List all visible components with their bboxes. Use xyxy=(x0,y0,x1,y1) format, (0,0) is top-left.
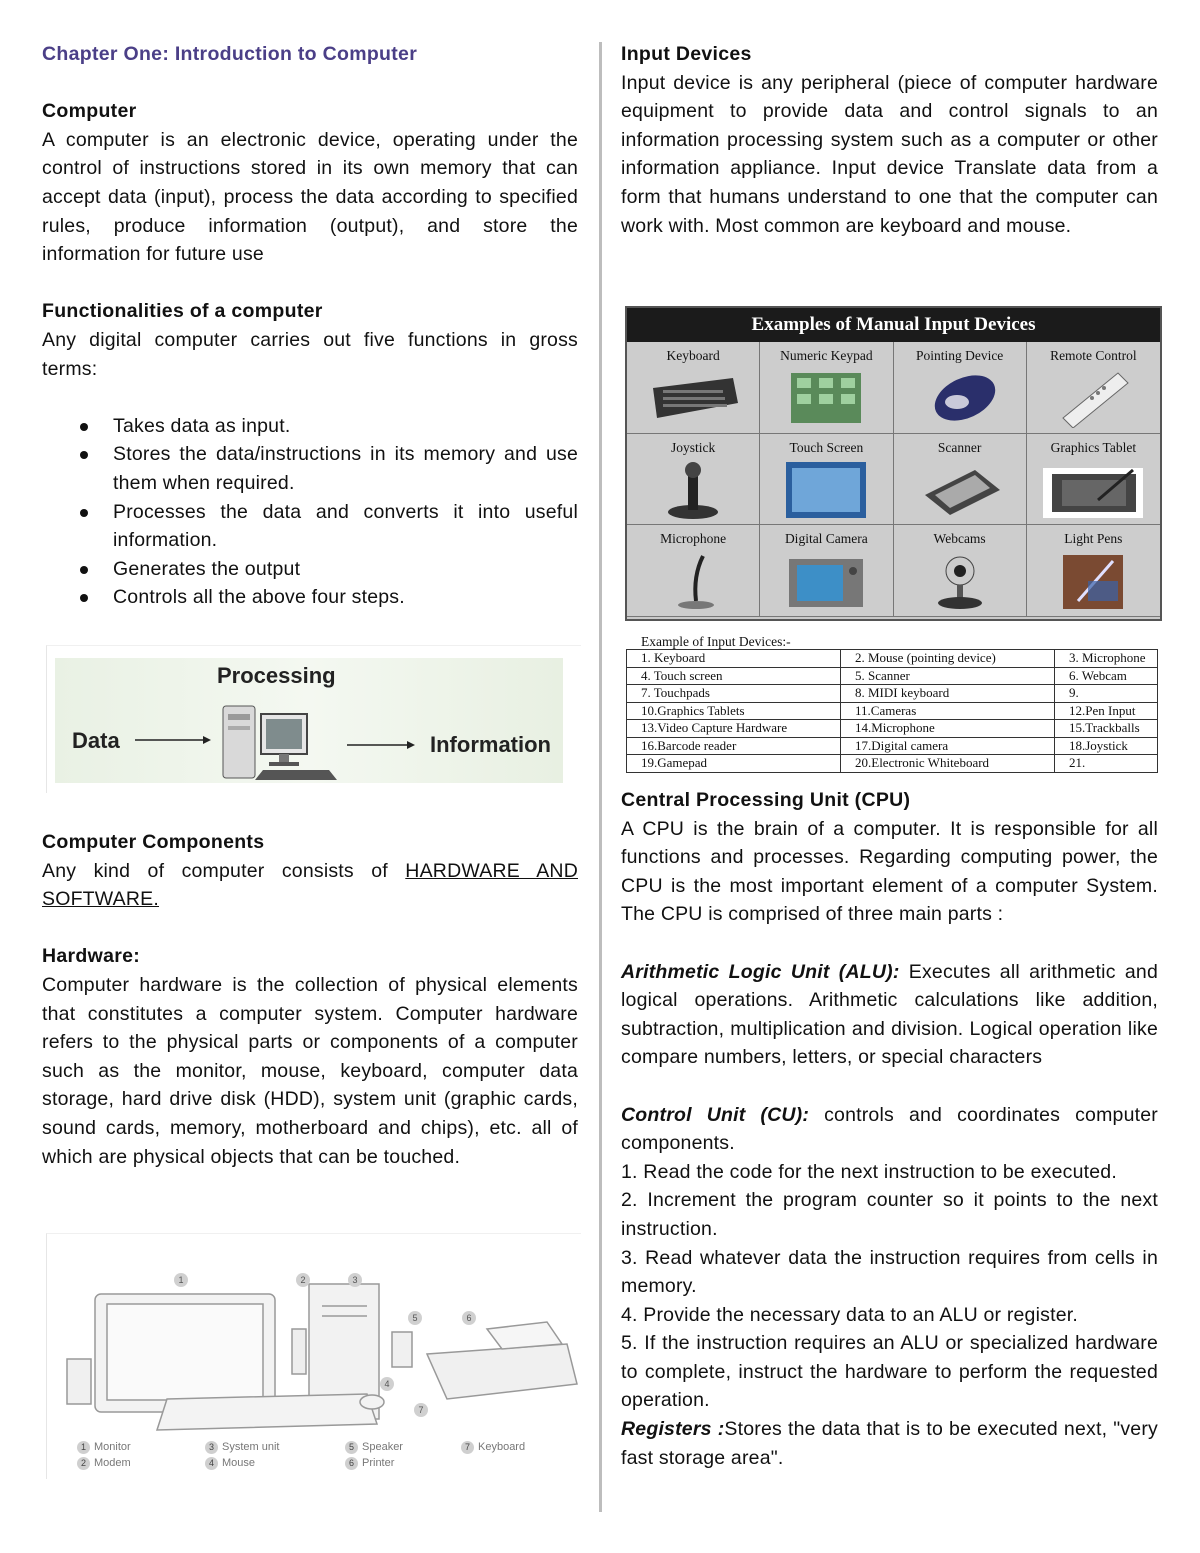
table-cell: 13.Video Capture Hardware xyxy=(627,720,841,738)
functionalities-intro: Any digital computer carries out five functions in gross terms: xyxy=(42,328,578,380)
cu-step: 4. Provide the necessary data to an ALU or register. xyxy=(621,1303,1078,1326)
input-devices-heading: Input Devices xyxy=(621,43,752,65)
legend-item: 4 Mouse xyxy=(205,1457,255,1470)
manual-input-devices-figure xyxy=(625,306,1162,621)
right-column xyxy=(621,40,1158,240)
mouse-icon xyxy=(915,368,1005,428)
right-column-lower xyxy=(621,786,1158,1472)
cpu-heading: Central Processing Unit (CPU) xyxy=(621,789,911,811)
cu-step: 1. Read the code for the next instruction to be executed. xyxy=(621,1160,1117,1183)
microphone-icon xyxy=(648,551,738,611)
table-row xyxy=(627,737,1158,755)
legend-item: 5 Speaker xyxy=(345,1441,403,1454)
diagram-processing-label: Processing xyxy=(217,663,336,688)
table-row xyxy=(627,685,1158,703)
device-cell-numeric-keypad: Numeric Keypad xyxy=(760,342,893,434)
functionalities-heading: Functionalities of a computer xyxy=(42,300,323,323)
device-cell-webcams: Webcams xyxy=(894,525,1027,617)
device-cell-microphone: Microphone xyxy=(627,525,760,617)
components-heading: Computer Components xyxy=(42,831,265,853)
chapter-title: Chapter One: Introduction to Computer xyxy=(42,43,418,65)
legend-item: 2 Modem xyxy=(77,1457,131,1470)
svg-text:6: 6 xyxy=(466,1313,472,1323)
list-item: Takes data as input. xyxy=(113,412,578,441)
numeric-keypad-icon xyxy=(781,368,871,428)
registers-paragraph: Registers :Stores the data that is to be executed next, "very fast storage area". xyxy=(621,1418,1158,1469)
hardware-components-figure xyxy=(46,1233,581,1479)
device-cell-graphics-tablet: Graphics Tablet xyxy=(1027,434,1160,526)
legend-item: 7 Keyboard xyxy=(461,1441,525,1454)
table-cell: 17.Digital camera xyxy=(841,737,1055,755)
svg-text:3: 3 xyxy=(352,1275,358,1285)
legend-item: 6 Printer xyxy=(345,1457,394,1470)
webcam-icon xyxy=(915,551,1005,611)
table-row xyxy=(627,720,1158,738)
table-cell: 20.Electronic Whiteboard xyxy=(841,755,1055,773)
table-cell: 19.Gamepad xyxy=(627,755,841,773)
svg-text:2: 2 xyxy=(300,1275,306,1285)
table-cell: 1. Keyboard xyxy=(627,650,841,668)
components-body: Any kind of computer consists of HARDWARE AND SOFTWARE. xyxy=(42,859,578,911)
table-cell: 6. Webcam xyxy=(1055,667,1158,685)
device-cell-scanner: Scanner xyxy=(894,434,1027,526)
cu-term: Control Unit (CU): xyxy=(621,1103,810,1126)
remote-control-icon xyxy=(1048,368,1138,428)
cu-step: 3. Read whatever data the instruction requires from cells in memory. xyxy=(621,1246,1158,1298)
svg-text:7: 7 xyxy=(418,1405,424,1415)
cpu-body: A CPU is the brain of a computer. It is responsible for all functions and processes. Regarding computing power, the CPU is the most important element of a computer System. The CPU is comprised of three main parts : xyxy=(621,817,1158,926)
svg-text:4: 4 xyxy=(384,1379,390,1389)
legend-item: 3 System unit xyxy=(205,1441,279,1454)
cu-paragraph: Control Unit (CU): controls and coordinates computer components. xyxy=(621,1103,1158,1155)
table-row xyxy=(627,702,1158,720)
table-cell: 10.Graphics Tablets xyxy=(627,702,841,720)
list-item: Controls all the above four steps. xyxy=(113,583,578,612)
computer-definition: A computer is an electronic device, operating under the control of instructions stored in its own memory that can accept data (input), process the data according to specified rules, produce information (output), and store the information for future use xyxy=(42,128,578,266)
svg-text:1: 1 xyxy=(178,1275,184,1285)
device-table-caption: Example of Input Devices:- xyxy=(641,634,791,649)
device-cell-pointing-device: Pointing Device xyxy=(894,342,1027,434)
table-row xyxy=(627,650,1158,668)
table-cell: 15.Trackballs xyxy=(1055,720,1158,738)
device-cell-digital-camera: Digital Camera xyxy=(760,525,893,617)
legend-item: 1 Monitor xyxy=(77,1441,131,1454)
table-cell: 5. Scanner xyxy=(841,667,1055,685)
joystick-icon xyxy=(648,460,738,520)
processing-diagram xyxy=(46,645,581,793)
input-devices-table xyxy=(626,649,1158,773)
hardware-body: Computer hardware is the collection of physical elements that constitutes a computer system. Computer hardware refers to the physical parts or components of a computer such as the monitor, mouse, keyboard, computer data storage, hard drive disk (HDD), system unit (graphic cards, sound cards, memory, motherboard and chips), etc. all of which are physical objects that can be touched. xyxy=(42,973,578,1168)
list-item: Processes the data and converts it into useful information. xyxy=(113,498,578,555)
table-cell: 21. xyxy=(1055,755,1158,773)
device-cell-keyboard: Keyboard xyxy=(627,342,760,434)
computer-system-illustration xyxy=(47,1234,581,1439)
registers-term: Registers : xyxy=(621,1418,725,1441)
table-cell: 4. Touch screen xyxy=(627,667,841,685)
svg-text:5: 5 xyxy=(412,1313,418,1323)
graphics-tablet-icon xyxy=(1038,460,1148,520)
light-pen-icon xyxy=(1048,551,1138,611)
device-cell-remote-control: Remote Control xyxy=(1027,342,1160,434)
table-cell: 7. Touchpads xyxy=(627,685,841,703)
diagram-information-label: Information xyxy=(430,732,551,757)
cu-step: 5. If the instruction requires an ALU or specialized hardware to complete, instruct the hardware to perform the requested operation. xyxy=(621,1332,1158,1412)
device-cell-light-pens: Light Pens xyxy=(1027,525,1160,617)
table-cell: 9. xyxy=(1055,685,1158,703)
table-cell: 11.Cameras xyxy=(841,702,1055,720)
diagram-data-label: Data xyxy=(72,728,120,753)
computer-heading: Computer xyxy=(42,100,137,123)
table-cell: 12.Pen Input xyxy=(1055,702,1158,720)
left-column xyxy=(42,40,578,612)
table-cell: 14.Microphone xyxy=(841,720,1055,738)
left-column-lower xyxy=(42,828,578,1171)
keyboard-icon xyxy=(643,368,743,428)
device-cell-joystick: Joystick xyxy=(627,434,760,526)
touch-screen-icon xyxy=(776,460,876,520)
list-item: Generates the output xyxy=(113,555,578,584)
table-cell: 16.Barcode reader xyxy=(627,737,841,755)
figure-title: Examples of Manual Input Devices xyxy=(627,308,1160,342)
table-cell: 8. MIDI keyboard xyxy=(841,685,1055,703)
table-row xyxy=(627,667,1158,685)
input-devices-body: Input device is any peripheral (piece of computer hardware equipment to provide data and control signals to an information processing system such as a computer or other information appliance. Input device Translate data from a form that humans understand to one that the computer can work with. Most common are keyboard and mouse. xyxy=(621,71,1158,237)
functions-list xyxy=(42,412,578,612)
device-cell-touch-screen: Touch Screen xyxy=(760,434,893,526)
hardware-heading: Hardware: xyxy=(42,945,141,968)
table-cell: 18.Joystick xyxy=(1055,737,1158,755)
cu-step: 2. Increment the program counter so it points to the next instruction. xyxy=(621,1189,1158,1240)
scanner-icon xyxy=(915,460,1005,520)
alu-term: Arithmetic Logic Unit (ALU): xyxy=(621,960,900,983)
hardware-software-underlined: HARDWARE AND SOFTWARE. xyxy=(42,859,578,911)
column-divider xyxy=(599,42,602,1512)
digital-camera-icon xyxy=(781,551,871,611)
table-cell: 3. Microphone xyxy=(1055,650,1158,668)
list-item: Stores the data/instructions in its memory and use them when required. xyxy=(113,440,578,497)
alu-paragraph: Arithmetic Logic Unit (ALU): Executes all arithmetic and logical operations. Arithmetic calculations like addition, subtraction, multiplication and division. Logical operation like compare numbers, letters, or special characters xyxy=(621,960,1158,1069)
table-row xyxy=(627,755,1158,773)
table-cell: 2. Mouse (pointing device) xyxy=(841,650,1055,668)
